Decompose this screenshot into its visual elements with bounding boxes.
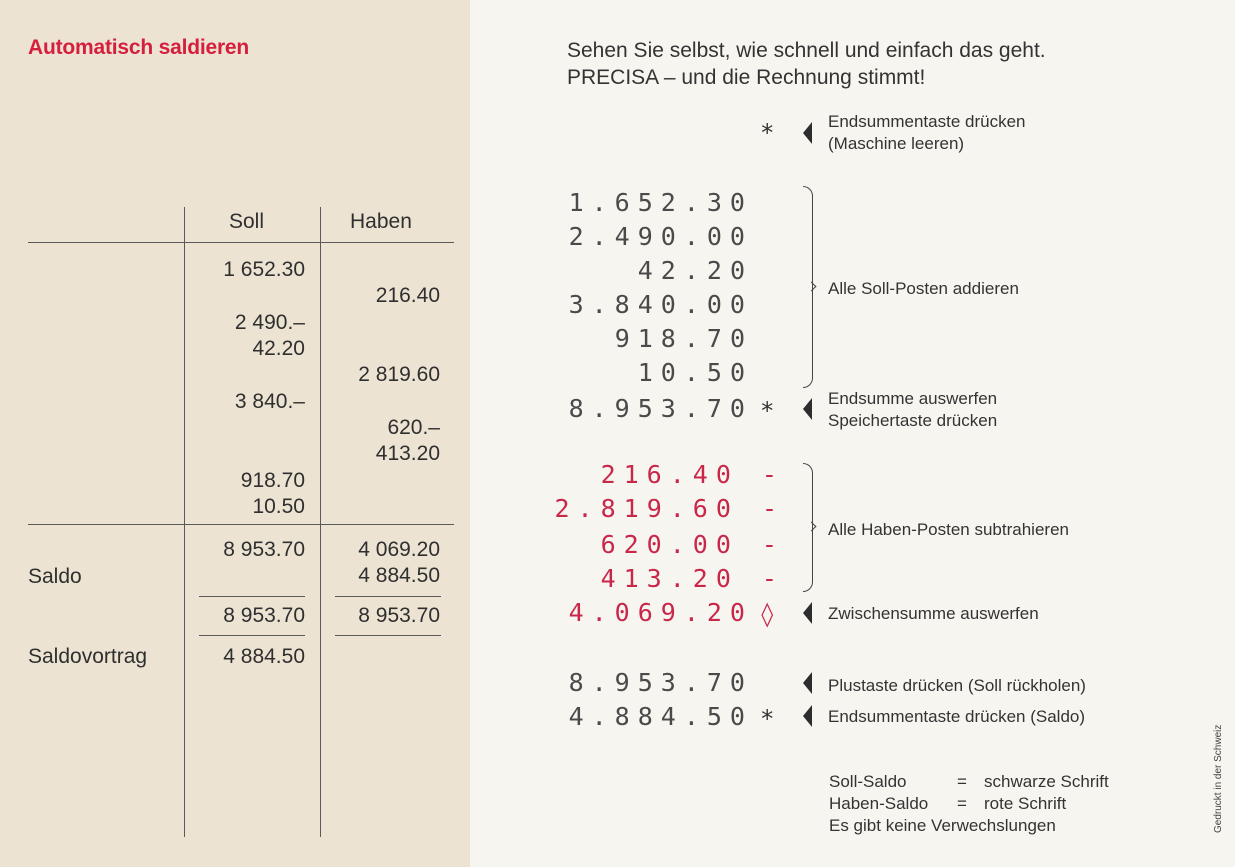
pointer-arrow-icon [803, 602, 812, 624]
headline-line-2: PRECISA – und die Rechnung stimmt! [567, 66, 926, 89]
soll-balanced: 8 953.70 [223, 604, 305, 627]
haben-total: 4 069.20 [358, 538, 440, 561]
haben-entry: 2 819.60 [358, 363, 440, 386]
printed-in-note: Gedruckt in der Schweiz [1213, 724, 1224, 833]
soll-total: 8 953.70 [223, 538, 305, 561]
soll-entry: 42.20 [252, 337, 305, 360]
step-clear-note-1: Endsummentaste drücken [828, 112, 1026, 131]
saldovortrag-label: Saldovortrag [28, 645, 148, 668]
tape-line-red: 620.00 - [600, 530, 785, 559]
final-note: Endsummentaste drücken (Saldo) [828, 707, 1086, 726]
haben-entry: 413.20 [375, 442, 440, 465]
soll-balance-rule-bottom [199, 635, 305, 636]
subtotal-note: Zwischensumme auswerfen [828, 604, 1039, 623]
ledger-title: Automatisch saldieren [28, 36, 250, 59]
asterisk-symbol: * [760, 119, 775, 147]
tape-line: 2.490.00 [568, 222, 753, 251]
soll-entry: 918.70 [240, 469, 305, 492]
soll-balance-rule-top [199, 596, 305, 597]
haben-header: Haben [350, 210, 412, 233]
tape-line: 3.840.00 [568, 290, 753, 319]
totals-rule [28, 524, 454, 525]
haben-balanced: 8 953.70 [358, 604, 440, 627]
recall-tape: 8.953.70 [568, 668, 753, 697]
legend-desc: rote Schrift [984, 794, 1067, 813]
soll-total-tape: 8.953.70 [568, 394, 753, 423]
saldo-label: Saldo [28, 565, 82, 588]
legend-term: Haben-Saldo [829, 794, 929, 813]
tape-line: 10.50 [637, 358, 753, 387]
legend-desc: schwarze Schrift [984, 772, 1109, 791]
saldo-haben: 4 884.50 [358, 564, 440, 587]
haben-note: Alle Haben-Posten subtrahieren [828, 520, 1069, 539]
legend-equals: = [957, 772, 967, 791]
haben-balance-rule-bottom [335, 635, 441, 636]
haben-entry: 216.40 [375, 284, 440, 307]
soll-entry: 3 840.– [234, 390, 305, 413]
haben-balance-rule-top [335, 596, 441, 597]
tape-line: 1.652.30 [568, 188, 753, 217]
pointer-arrow-icon [803, 122, 812, 144]
soll-note: Alle Soll-Posten addieren [828, 279, 1019, 298]
tape-line-red: 413.20 - [600, 564, 785, 593]
ledger-panel [0, 0, 470, 867]
step-clear-note-2: (Maschine leeren) [828, 134, 965, 153]
legend-note: Es gibt keine Verwechslungen [829, 816, 1056, 835]
headline-line-1: Sehen Sie selbst, wie schnell und einfach das geht. [567, 39, 1046, 62]
soll-entry: 10.50 [252, 495, 305, 518]
soll-entry: 2 490.– [234, 311, 305, 334]
soll-header: Soll [229, 210, 265, 233]
pointer-arrow-icon [803, 398, 812, 420]
soll-total-note-2: Speichertaste drücken [828, 411, 998, 430]
tape-line-red: 2.819.60 - [554, 494, 785, 523]
final-tape: 4.884.50 [568, 702, 753, 731]
saldovortrag-soll: 4 884.50 [223, 645, 305, 668]
legend-term: Soll-Saldo [829, 772, 907, 791]
pointer-arrow-icon [803, 705, 812, 727]
asterisk-symbol: * [760, 705, 775, 733]
soll-total-note-1: Endsumme auswerfen [828, 389, 998, 408]
subtotal-tape: 4.069.20 [568, 598, 753, 627]
tape-line-red: 216.40 - [600, 460, 785, 489]
soll-entry: 1 652.30 [223, 258, 305, 281]
ledger-divider-left [184, 207, 185, 837]
asterisk-symbol: * [760, 397, 775, 425]
subtotal-diamond-icon: ◊ [760, 600, 775, 628]
pointer-arrow-icon [803, 672, 812, 694]
ledger-divider-right [320, 207, 321, 837]
header-rule [28, 242, 454, 243]
haben-entry: 620.– [387, 416, 440, 439]
legend-equals: = [957, 794, 967, 813]
tape-line: 918.70 [614, 324, 753, 353]
recall-note: Plustaste drücken (Soll rückholen) [828, 676, 1086, 695]
tape-line: 42.20 [637, 256, 753, 285]
